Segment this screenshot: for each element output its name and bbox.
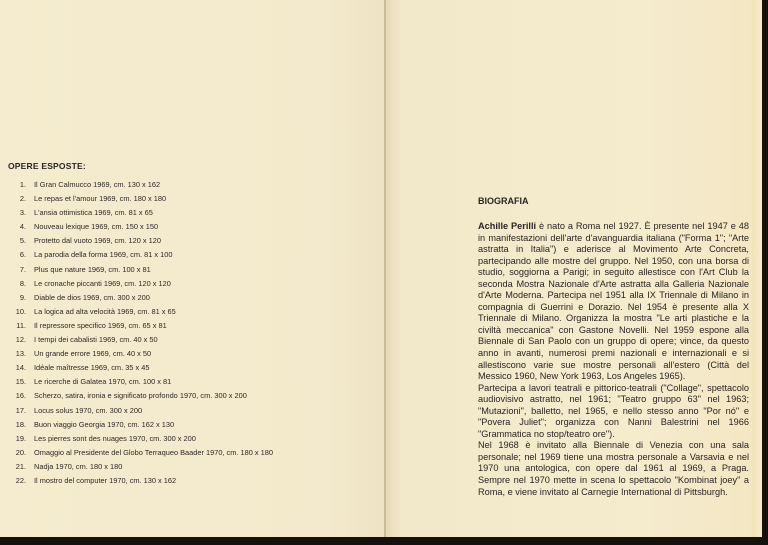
work-item bbox=[8, 448, 273, 462]
work-number: 17. bbox=[15, 405, 26, 415]
work-number: 22. bbox=[15, 475, 26, 485]
work-title: Il mostro del computer 1970, cm. 130 x 162 bbox=[34, 475, 177, 485]
work-number: 3. bbox=[19, 208, 26, 218]
work-number: 16. bbox=[15, 391, 26, 401]
work-number: 2. bbox=[19, 194, 26, 204]
work-item bbox=[8, 194, 273, 208]
work-title: Il repressore specifico 1969, cm. 65 x 81 bbox=[34, 320, 167, 330]
work-title: L'ansia ottimistica 1969, cm. 81 x 65 bbox=[34, 208, 153, 218]
work-item bbox=[8, 293, 273, 307]
work-number: 14. bbox=[15, 363, 26, 373]
work-number: 1. bbox=[19, 180, 26, 189]
work-number: 21. bbox=[15, 461, 26, 471]
work-title: Le cronache piccanti 1969, cm. 120 x 120 bbox=[34, 278, 171, 288]
works-heading: OPERE ESPOSTE: bbox=[8, 161, 86, 171]
work-title: Omaggio al Presidente del Globo Terraqueo Baader 1970, cm. 180 x 180 bbox=[34, 447, 273, 457]
work-number: 7. bbox=[19, 264, 26, 274]
bio-paragraph-1 bbox=[478, 221, 749, 383]
work-number: 5. bbox=[19, 236, 26, 246]
work-title: Le repas et l'amour 1969, cm. 180 x 180 bbox=[34, 194, 167, 204]
work-title: Les pierres sont des nuages 1970, cm. 300 x 200 bbox=[34, 433, 196, 443]
work-item bbox=[8, 406, 273, 420]
bio-paragraph-1-text: è nato a Roma nel 1927. È presente nel 1947 e 48 in manifestazioni dell'arte d'avanguardia italiana ("Forma 1"; "Arte astratta in Italia") e aderisce al Movimento Arte Concreta, partecipando alle mostre del gruppo. Nel 1950, con una borsa di studio, soggiorna a Parigi; in seguito allestisce con l'Art Club la seconda Mostra Nazionale d'Arte astratta alla Galleria Nazionale d'Arte Moderna. Partecipa nel 1951 alla IX Triennale di Milano in compagnia di Guerrini e Dorazio. Nel 1954 è presente alla X Triennale di Milano. Organizza la mostra "Le arti plastiche e la civiltà meccanica" con Gastone Novelli. Nel 1959 espone alla Biennale di San Paolo con un gruppo di opere; vince, da questo anno in avanti, numerosi premi nazionali e internazionali e si allestiscono varie sue mostre personali all'estero (Città del Messico 1960, New York 1963, Los Angeles 1965). bbox=[478, 221, 749, 382]
work-title: I tempi dei cabalisti 1969, cm. 40 x 50 bbox=[34, 335, 158, 345]
work-title: Nouveau lexique 1969, cm. 150 x 150 bbox=[34, 222, 159, 232]
work-number: 13. bbox=[15, 349, 26, 359]
work-item bbox=[8, 265, 273, 279]
page-edge bbox=[752, 0, 762, 538]
work-title: Buon viaggio Georgia 1970, cm. 162 x 130 bbox=[34, 419, 175, 429]
work-title: Un grande errore 1969, cm. 40 x 50 bbox=[34, 349, 152, 359]
artist-name: Achille Perilli bbox=[478, 221, 537, 231]
work-title: Il Gran Calmucco 1969, cm. 130 x 162 bbox=[34, 180, 161, 189]
work-number: 19. bbox=[15, 433, 26, 443]
work-item bbox=[8, 476, 273, 490]
work-item bbox=[8, 307, 273, 321]
work-item bbox=[8, 222, 273, 236]
biography-text bbox=[478, 221, 749, 498]
work-title: Protetto dal vuoto 1969, cm. 120 x 120 bbox=[34, 236, 161, 246]
biography-heading: BIOGRAFIA bbox=[478, 196, 529, 206]
work-title: Le ricerche di Galatea 1970, cm. 100 x 81 bbox=[34, 377, 172, 387]
work-title: La parodia della forma 1969, cm. 81 x 100 bbox=[34, 250, 173, 260]
works-list bbox=[8, 180, 273, 490]
work-item bbox=[8, 279, 273, 293]
bio-paragraph-2: Partecipa a lavori teatrali e pittorico-teatrali ("Collage", spettacolo audiovisivo astratto, nel 1961; "Teatro gruppo 63" nel 1963; "Mutazioni", balletto, nel 1965, e nello stesso anno "Por nó" e "Povera Juliet"; organizza con Nanni Balestrini nel 1966 "Grammatica no stop/teatro ore"). bbox=[478, 382, 749, 439]
work-item bbox=[8, 250, 273, 264]
work-number: 6. bbox=[19, 250, 26, 260]
work-item bbox=[8, 391, 273, 405]
work-number: 9. bbox=[19, 292, 26, 302]
work-number: 11. bbox=[16, 320, 26, 330]
work-item bbox=[8, 180, 273, 194]
work-number: 4. bbox=[19, 222, 26, 232]
work-item bbox=[8, 462, 273, 476]
work-title: Scherzo, satira, ironia e significato profondo 1970, cm. 300 x 200 bbox=[34, 391, 247, 401]
work-item bbox=[8, 208, 273, 222]
work-title: Diable de dios 1969, cm. 300 x 200 bbox=[34, 292, 150, 302]
work-item bbox=[8, 321, 273, 335]
work-number: 18. bbox=[15, 419, 26, 429]
work-item bbox=[8, 349, 273, 363]
left-page bbox=[0, 0, 385, 538]
work-title: Idéale maîtresse 1969, cm. 35 x 45 bbox=[34, 363, 150, 373]
bio-paragraph-3: Nel 1968 è invitato alla Biennale di Venezia con una sala personale; nel 1969 tiene una mostra personale a Varsavia e nel 1970 una antologica, con opere dal 1961 al 1969, a Praga. Sempre nel 1970 mette in scena lo spettacolo "Kombinat joey" a Roma, e viene invitato al Carnegie International di Pittsburgh. bbox=[478, 440, 749, 497]
work-title: Locus solus 1970, cm. 300 x 200 bbox=[34, 405, 143, 415]
work-item bbox=[8, 434, 273, 448]
scan-border-right bbox=[762, 0, 768, 545]
scan-border-bottom bbox=[0, 537, 768, 545]
work-item bbox=[8, 377, 273, 391]
work-number: 8. bbox=[19, 278, 26, 288]
work-item bbox=[8, 420, 273, 434]
work-number: 10. bbox=[15, 306, 26, 316]
work-number: 12. bbox=[15, 335, 26, 345]
work-title: La logica ad alta velocità 1969, cm. 81 x 65 bbox=[34, 306, 176, 316]
work-item bbox=[8, 363, 273, 377]
work-number: 20. bbox=[15, 447, 26, 457]
work-item bbox=[8, 236, 273, 250]
work-number: 15. bbox=[15, 377, 26, 387]
work-item bbox=[8, 335, 273, 349]
work-title: Nadja 1970, cm. 180 x 180 bbox=[34, 461, 123, 471]
work-title: Plus que nature 1969, cm. 100 x 81 bbox=[34, 264, 151, 274]
